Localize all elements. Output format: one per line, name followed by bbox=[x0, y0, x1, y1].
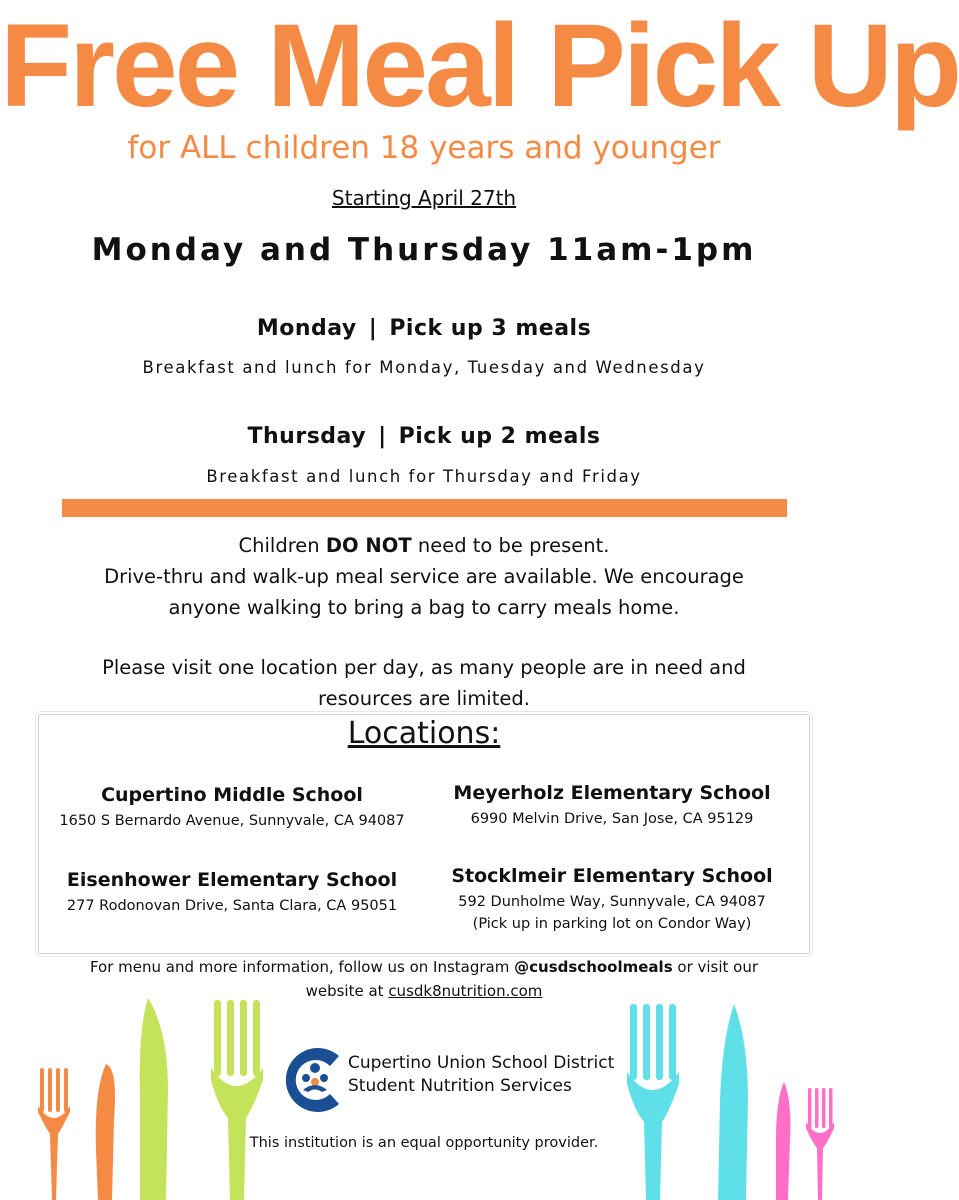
instagram-handle[interactable]: @cusdschoolmeals bbox=[514, 958, 673, 976]
location-address: 592 Dunholme Way, Sunnyvale, CA 94087 bbox=[458, 894, 766, 910]
location-name: Stocklmeir Elementary School bbox=[451, 865, 773, 887]
separator: | bbox=[368, 316, 378, 341]
fork-icon bbox=[211, 1000, 263, 1200]
location-address: 6990 Melvin Drive, San Jose, CA 95129 bbox=[470, 811, 754, 827]
location-item bbox=[418, 782, 806, 830]
monday-day: Monday bbox=[256, 316, 357, 341]
monday-heading bbox=[0, 316, 848, 341]
page-subtitle: for ALL children 18 years and younger bbox=[127, 130, 721, 166]
district-department: Student Nutrition Services bbox=[348, 1076, 572, 1096]
footer-line: For menu and more information, follow us on Instagram @cusdschoolmeals or visit our bbox=[89, 958, 759, 976]
location-address: 1650 S Bernardo Avenue, Sunnyvale, CA 94087 bbox=[59, 813, 405, 829]
info-line: resources are limited. bbox=[318, 687, 530, 710]
locations-heading: Locations: bbox=[347, 716, 501, 751]
equal-opportunity-statement: This institution is an equal opportunity provider. bbox=[249, 1135, 599, 1151]
knife-icon bbox=[140, 998, 168, 1200]
emphasis-text: DO NOT bbox=[325, 534, 412, 557]
thursday-day: Thursday bbox=[247, 424, 367, 449]
info-line: Children DO NOT need to be present. bbox=[238, 534, 610, 557]
location-name: Meyerholz Elementary School bbox=[453, 782, 771, 804]
thursday-detail: Breakfast and lunch for Thursday and Friday bbox=[206, 467, 642, 486]
title-text: Free Meal Pick Up bbox=[0, 0, 959, 132]
visit-paragraph bbox=[0, 652, 848, 714]
monday-detail: Breakfast and lunch for Monday, Tuesday and Wednesday bbox=[142, 358, 706, 377]
footer-line: website at cusdk8nutrition.com bbox=[305, 982, 543, 1000]
thursday-heading bbox=[0, 424, 848, 449]
knife-icon bbox=[718, 1004, 748, 1200]
location-item bbox=[418, 865, 806, 935]
location-item bbox=[38, 784, 426, 832]
location-name: Eisenhower Elementary School bbox=[66, 869, 398, 891]
fork-icon bbox=[627, 1004, 679, 1200]
info-paragraph bbox=[0, 530, 848, 623]
orange-divider bbox=[62, 499, 787, 517]
info-line: Drive-thru and walk-up meal service are available. We encourage bbox=[104, 565, 744, 588]
info-line: Please visit one location per day, as many people are in need and bbox=[102, 656, 746, 679]
start-date: Starting April 27th bbox=[331, 186, 517, 210]
separator: | bbox=[378, 424, 387, 449]
website-link[interactable]: cusdk8nutrition.com bbox=[388, 982, 543, 1000]
location-item bbox=[38, 869, 426, 917]
schedule-hours: Monday and Thursday 11am-1pm bbox=[91, 232, 757, 268]
footer-info bbox=[0, 955, 848, 1003]
district-logo-icon bbox=[286, 1048, 339, 1112]
location-name: Cupertino Middle School bbox=[101, 784, 363, 806]
location-address: 277 Rodonovan Drive, Santa Clara, CA 95051 bbox=[66, 898, 398, 914]
district-name: Cupertino Union School District bbox=[348, 1053, 615, 1073]
thursday-pickup: Pick up 2 meals bbox=[398, 424, 601, 449]
fork-icon bbox=[38, 1068, 70, 1200]
knife-icon bbox=[96, 1064, 115, 1200]
page-title bbox=[0, 0, 959, 132]
info-line: anyone walking to bring a bag to carry meals home. bbox=[168, 596, 680, 619]
monday-pickup: Pick up 3 meals bbox=[389, 316, 592, 341]
location-note: (Pick up in parking lot on Condor Way) bbox=[472, 916, 752, 932]
district-name-block bbox=[348, 1052, 614, 1098]
